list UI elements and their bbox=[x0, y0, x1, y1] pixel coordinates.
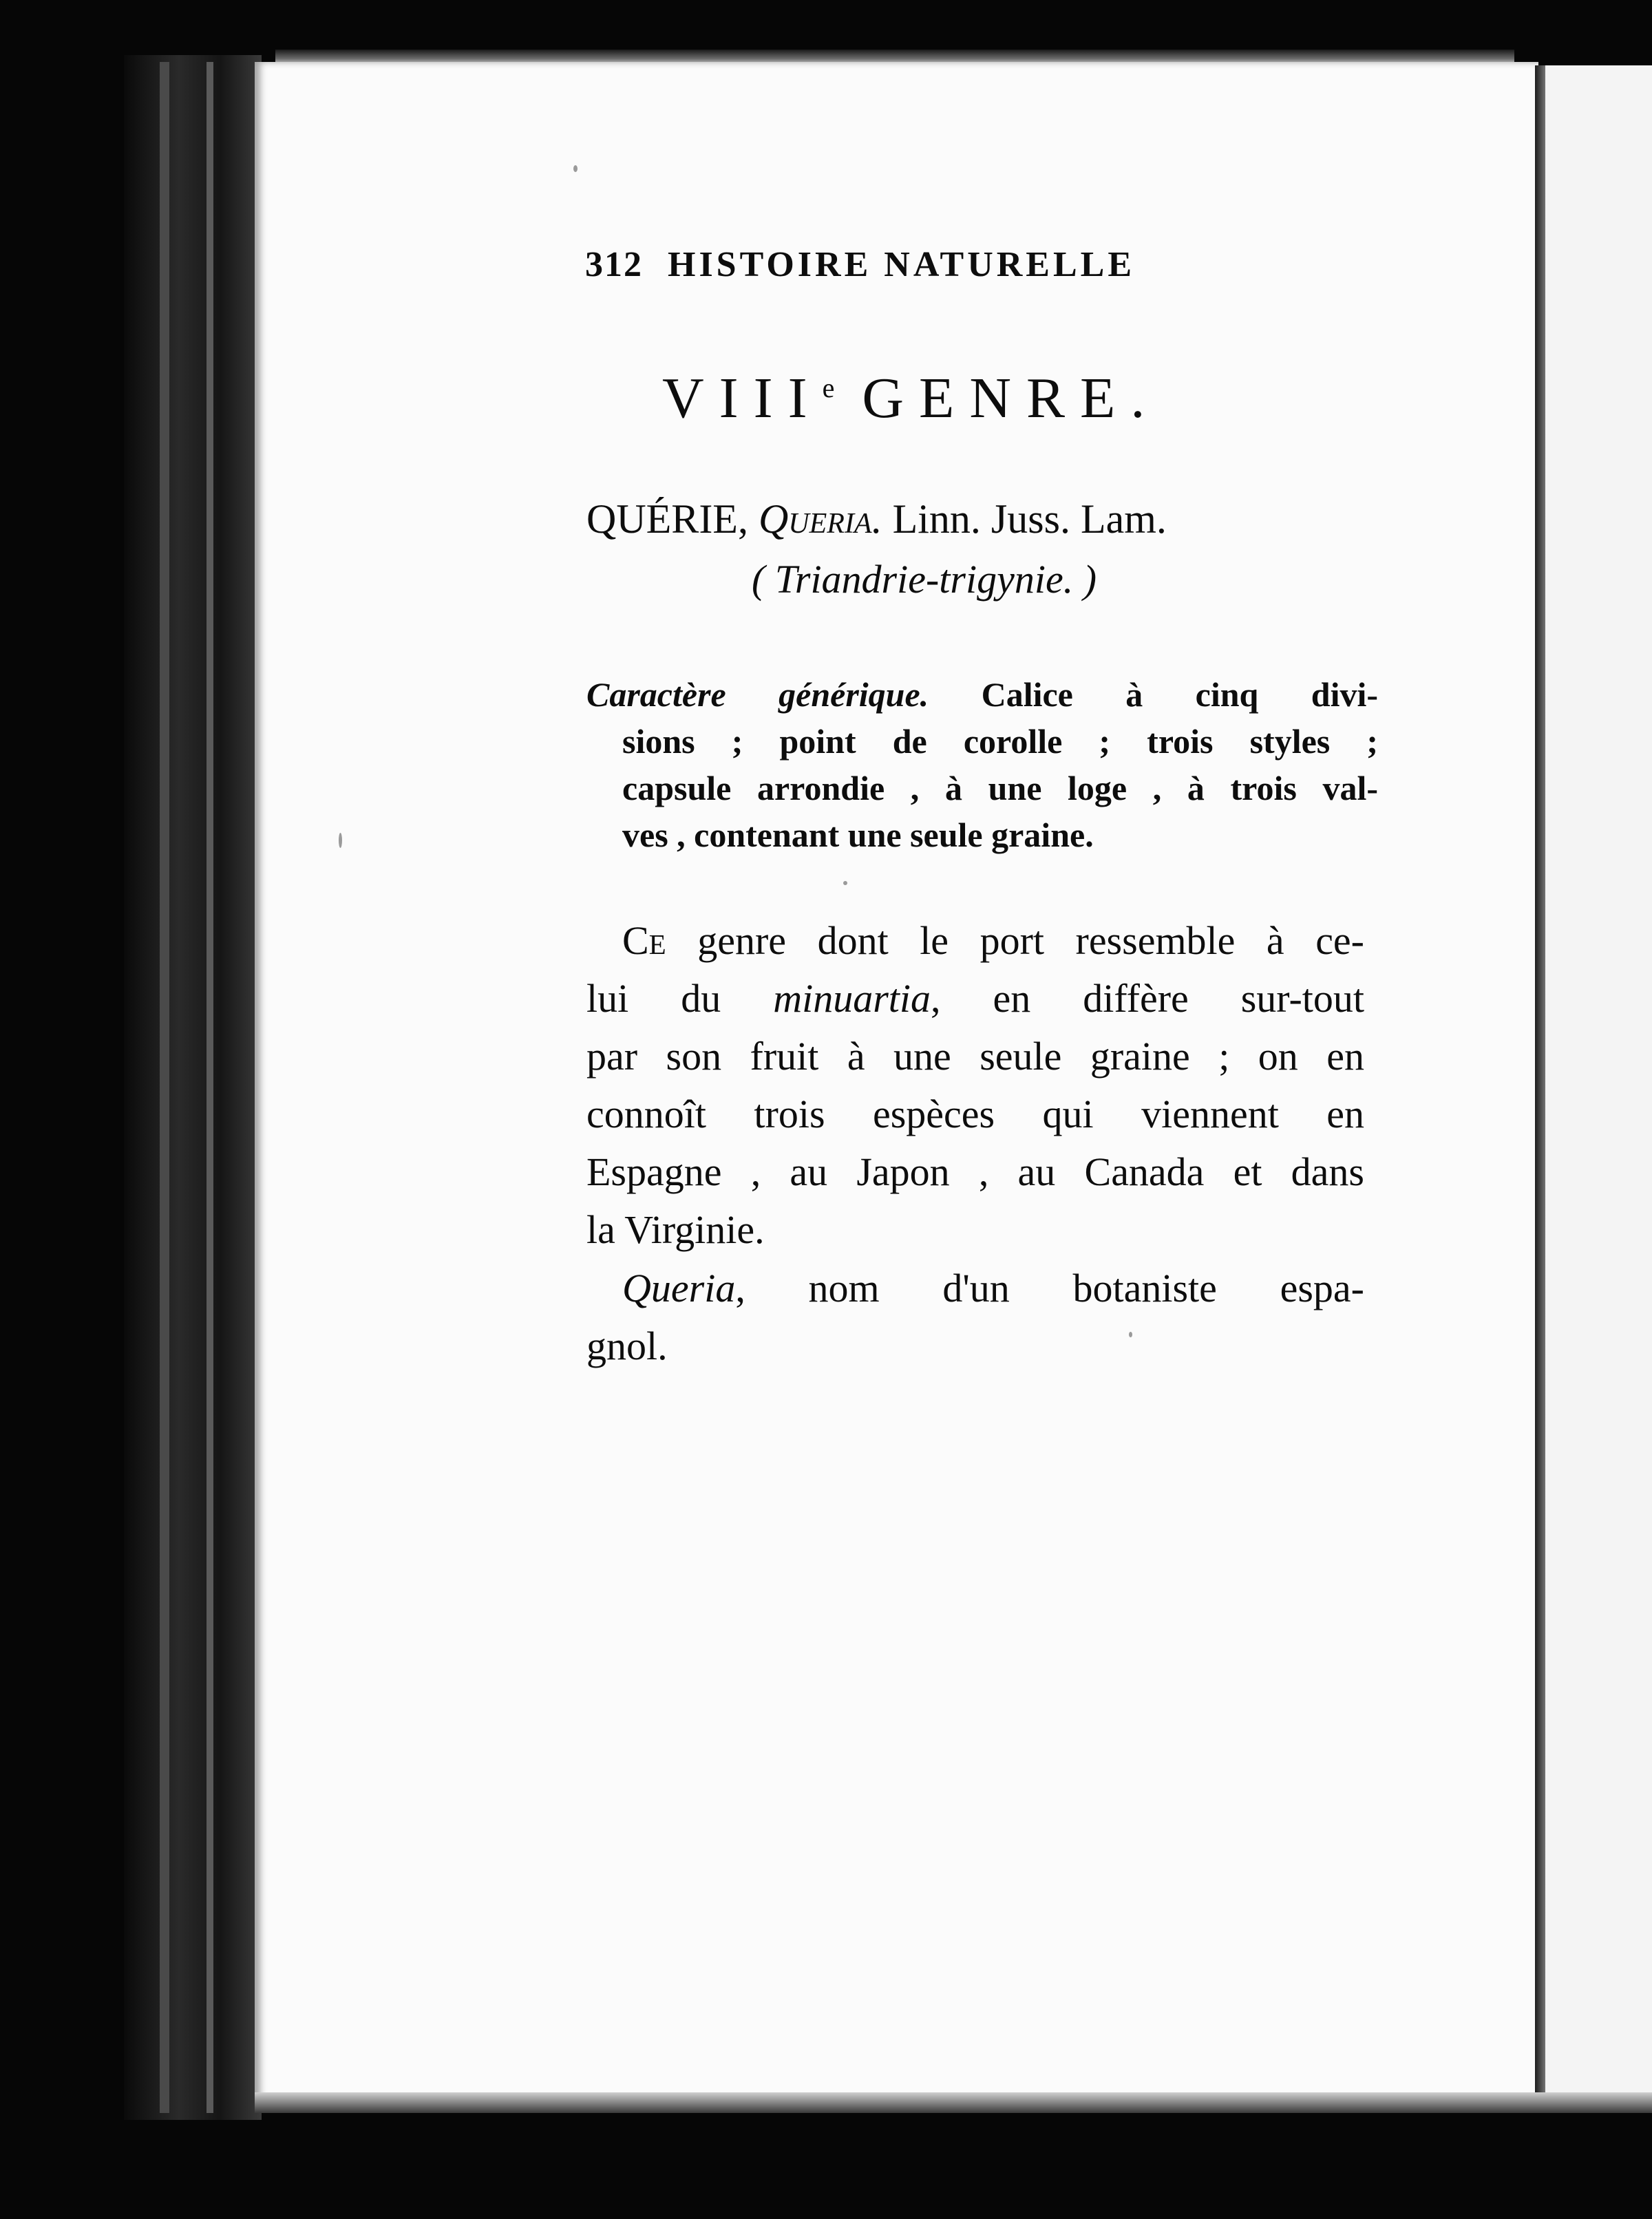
etymology-line: gnol. bbox=[586, 1324, 668, 1368]
page-bottom-edge bbox=[255, 2092, 1652, 2113]
paragraph-line: Ce genre dont le port ressemble à ce- bbox=[622, 918, 1364, 963]
character-line: Caractère générique. Calice à cinq divi- bbox=[586, 675, 1379, 714]
minuartia-italic: minuartia bbox=[773, 976, 931, 1021]
etymology-line: Queria, nom d'un botaniste espa- bbox=[622, 1266, 1364, 1310]
character-line: ves , contenant une seule graine. bbox=[622, 816, 1094, 854]
running-head bbox=[585, 244, 1135, 285]
next-page-sheet bbox=[1545, 65, 1652, 2103]
paragraph-line: connoît trois espèces qui viennent en bbox=[586, 1092, 1364, 1136]
running-head-title: HISTOIRE NATURELLE bbox=[668, 245, 1136, 284]
scan-speck bbox=[573, 165, 578, 172]
entry-latin-name: Queria. bbox=[758, 496, 882, 542]
page-number: 312 bbox=[585, 245, 643, 284]
description-paragraph bbox=[586, 912, 1364, 1259]
paragraph-line: par son fruit à une seule graine ; on en bbox=[586, 1034, 1364, 1079]
gutter-edge-strip bbox=[160, 62, 169, 2113]
next-page-edge bbox=[1535, 65, 1546, 2103]
etymology-paragraph bbox=[586, 1260, 1364, 1375]
character-line: capsule arrondie , à une loge , à trois val- bbox=[622, 769, 1378, 807]
paragraph-line: lui du minuartia, en diffère sur-tout bbox=[586, 976, 1365, 1021]
gutter-edge-strip bbox=[206, 62, 213, 2113]
genre-number: VIII bbox=[662, 366, 823, 430]
entry-authors: Linn. Juss. Lam. bbox=[892, 496, 1167, 542]
paragraph-line: Espagne , au Japon , au Canada et dans bbox=[586, 1149, 1364, 1194]
book-gutter bbox=[124, 55, 262, 2120]
paragraph-line: la Virginie. bbox=[586, 1207, 765, 1252]
entry-title bbox=[586, 496, 1167, 543]
scan-speck bbox=[1129, 1332, 1132, 1337]
character-line: sions ; point de corolle ; trois styles ; bbox=[622, 722, 1378, 761]
genre-word: GENRE. bbox=[862, 366, 1161, 430]
character-label: Caractère générique. bbox=[586, 675, 929, 714]
scan-speck bbox=[843, 881, 847, 885]
genre-number-superscript: e bbox=[822, 372, 835, 403]
etymology-italic: Queria bbox=[622, 1266, 736, 1310]
generic-character bbox=[586, 671, 1378, 858]
genre-heading bbox=[662, 365, 1160, 432]
paragraph-initial: Ce bbox=[622, 918, 666, 963]
entry-classification: ( Triandrie-trigynie. ) bbox=[752, 557, 1097, 602]
scan-speck bbox=[339, 833, 342, 848]
entry-name: QUÉRIE, bbox=[586, 496, 748, 542]
